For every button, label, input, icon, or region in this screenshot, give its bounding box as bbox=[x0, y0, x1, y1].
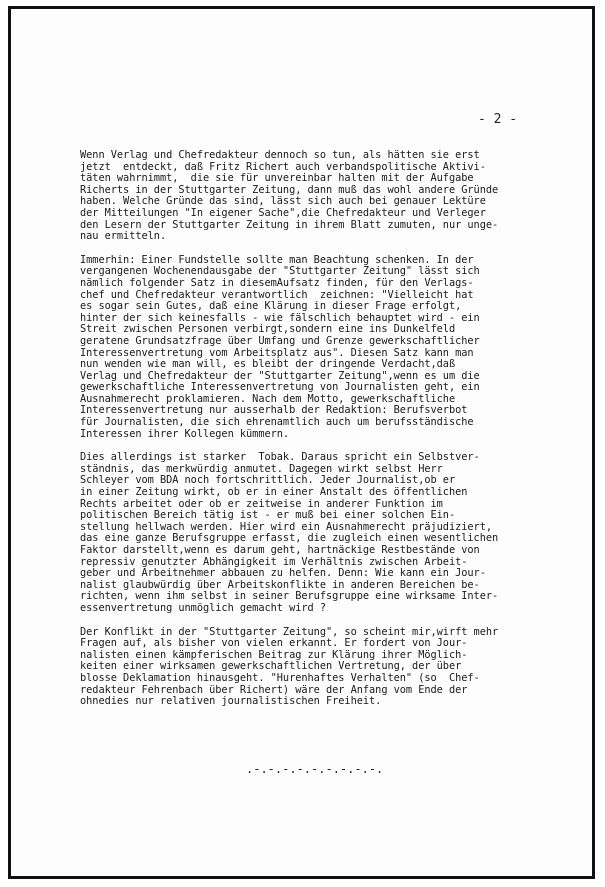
text-line: Ausnahmerecht proklamieren. Nach dem Motto, gewerkschaftliche bbox=[80, 392, 456, 405]
text-line: Verlag und Chefredakteur der "Stuttgarter Zeitung",wenn es um die bbox=[80, 369, 480, 382]
text-line: repressiv genutzter Abhängigkeit im Verhältnis zwischen Arbeit- bbox=[80, 555, 468, 568]
text-line: ohnedies nur relativen journalistischen Freiheit. bbox=[80, 695, 382, 708]
text-line: Schleyer vom BDA noch fortschrittlich. Jeder Journalist,ob er bbox=[80, 474, 456, 487]
text-line: für Journalisten, die sich ehrenamtlich auch um berufsständische bbox=[80, 416, 474, 429]
text-line: geratene Grundsatzfrage über Umfang und Grenze gewerkschaftlicher bbox=[80, 334, 480, 347]
text-line: Interessenvertretung nur ausserhalb der Redaktion: Berufsverbot bbox=[80, 404, 468, 417]
text-line: stellung hellwach werden. Hier wird ein Ausnahmerecht präjudiziert, bbox=[80, 520, 493, 533]
text-line: geber und Arbeitnehmer abbauen zu helfen. Denn: Wie kann ein Jour- bbox=[80, 567, 486, 580]
text-line: Immerhin: Einer Fundstelle sollte man Beachtung schenken. In der bbox=[80, 253, 474, 266]
text-line: chef und Chefredakteur verantwortlich zeichnen: "Vielleicht hat bbox=[80, 288, 474, 301]
text-line: ständnis, das merkwürdig anmutet. Dagegen wirkt selbst Herr bbox=[80, 462, 443, 475]
text-line: Fragen auf, als bisher von vielen erkannt. Er fordert von Jour- bbox=[80, 637, 468, 650]
paragraph-4 bbox=[80, 627, 580, 708]
paragraph-3 bbox=[80, 452, 580, 614]
text-line: keiten einer wirksamen gewerkschaftlichen Vertretung, der über bbox=[80, 660, 462, 673]
text-line: in einer Zeitung wirkt, ob er in einer Anstalt des öffentlichen bbox=[80, 486, 468, 499]
document-body bbox=[80, 150, 580, 720]
text-line: nalisten einen kämpferischen Beitrag zur Klärung ihrer Möglich- bbox=[80, 648, 468, 661]
text-line: blosse Deklamation hinausgeht. "Hurenhaftes Verhalten" (so Chef- bbox=[80, 671, 480, 684]
text-line: täten wahrnimmt, die sie für unvereinbar halten mit der Aufgabe bbox=[80, 172, 474, 185]
text-line: das eine ganze Berufsgruppe erfasst, die zugleich einen wesentlichen bbox=[80, 532, 499, 545]
text-line: es sogar sein Gutes, daß eine Klärung in dieser Frage erfolgt, bbox=[80, 300, 462, 313]
text-line: gewerkschaftliche Interessenvertretung von Journalisten geht, ein bbox=[80, 381, 480, 394]
text-line: jetzt entdeckt, daß Fritz Richert auch verbandspolitische Aktivi- bbox=[80, 160, 486, 173]
paragraph-2 bbox=[80, 255, 580, 441]
page-number: - 2 - bbox=[478, 112, 518, 127]
text-line: Dies allerdings ist starker Tobak. Daraus spricht ein Selbstver- bbox=[80, 451, 480, 464]
text-line: Faktor darstellt,wenn es darum geht, hartnäckige Restbestände von bbox=[80, 544, 480, 556]
text-line: der Mitteilungen "In eigener Sache",die Chefredakteur und Verleger bbox=[80, 206, 486, 219]
text-line: nalist glaubwürdig über Arbeitskonflikte in anderen Bereichen be- bbox=[80, 578, 480, 591]
text-line: essenvertretung unmöglich gemacht wird ? bbox=[80, 601, 326, 614]
text-line: den Lesern der Stuttgarter Zeitung in ihrem Blatt zumuten, nur unge- bbox=[80, 218, 499, 231]
text-line: Rechts arbeitet oder ob er zeitweise in anderer Funktion im bbox=[80, 497, 443, 510]
text-line: politischen Bereich tätig ist - er muß bei einer solchen Ein- bbox=[80, 509, 456, 522]
text-line: Interessenvertretung vom Arbeitsplatz aus". Diesen Satz kann man bbox=[80, 346, 474, 359]
text-line: redakteur Fehrenbach über Richert) wäre der Anfang vom Ende der bbox=[80, 683, 468, 696]
text-line: Der Konflikt in der "Stuttgarter Zeitung", so scheint mir,wirft mehr bbox=[80, 625, 499, 638]
text-line: richten, wenn ihm selbst in seiner Berufsgruppe eine wirksame Inter- bbox=[80, 590, 499, 603]
text-line: hinter der sich keinesfalls - wie fälschlich behauptet wird - ein bbox=[80, 311, 480, 324]
text-line: Streit zwischen Personen verbirgt,sondern eine ins Dunkelfeld bbox=[80, 323, 456, 336]
text-line: Richerts in der Stuttgarter Zeitung, dann muß das wohl andere Gründe bbox=[80, 183, 499, 196]
text-line: nun wenden wie man will, es bleibt der dringende Verdacht,daß bbox=[80, 358, 456, 371]
text-line: nau ermitteln. bbox=[80, 230, 167, 243]
text-line: vergangenen Wochenendausgabe der "Stuttgarter Zeitung" lässt sich bbox=[80, 265, 480, 278]
end-of-text-marker: .-.-.-.-.-.-.-.-.-. bbox=[246, 762, 384, 776]
paragraph-1 bbox=[80, 150, 580, 243]
text-line: Wenn Verlag und Chefredakteur dennoch so tun, als hätten sie erst bbox=[80, 149, 480, 161]
text-line: Interessen ihrer Kollegen kümmern. bbox=[80, 427, 290, 440]
text-line: haben. Welche Gründe das sind, lässt sich auch bei genauer Lektüre bbox=[80, 195, 486, 208]
text-line: nämlich folgender Satz in diesemAufsatz finden, für den Verlags- bbox=[80, 276, 474, 289]
